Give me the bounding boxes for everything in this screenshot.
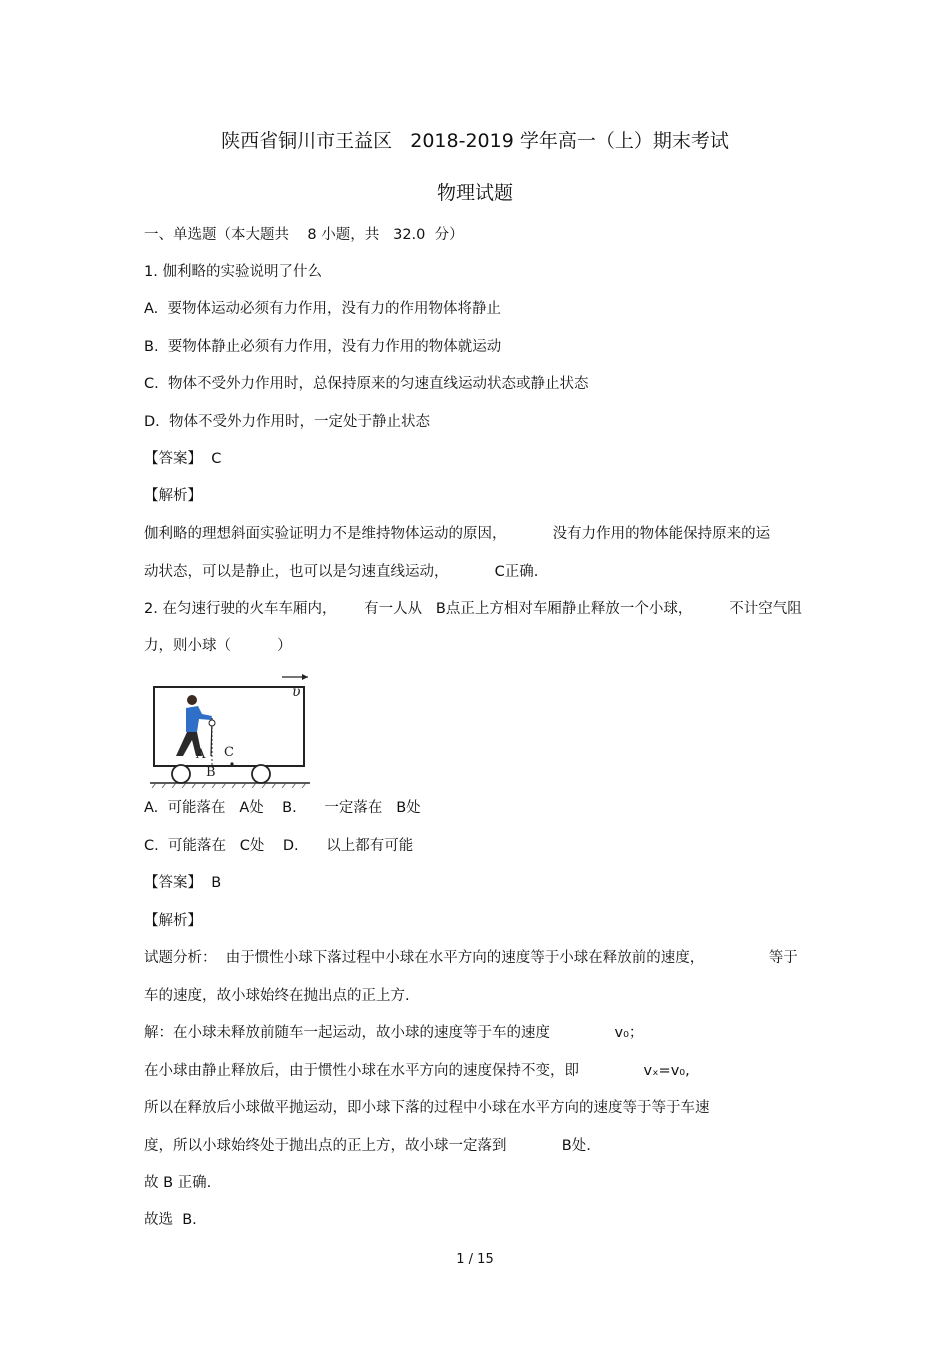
point-a-label: A [196, 747, 206, 762]
question-2-analysis-line: 所以在释放后小球做平抛运动，即小球下落的过程中小球在水平方向的速度等于等于车速 [144, 1100, 710, 1116]
question-2-analysis-line: 解：在小球未释放前随车一起运动，故小球的速度等于车的速度 v₀； [144, 1025, 644, 1041]
question-1-analysis-label: 【解析】 [144, 488, 202, 504]
question-2-analysis-line: 车的速度，故小球始终在抛出点的正上方. [144, 988, 410, 1004]
question-1-option-d: D. 物体不受外力作用时，一定处于静止状态 [144, 414, 430, 430]
question-2-options-ab: A. 可能落在 A处 B. 一定落在 B处 [144, 800, 421, 816]
point-c-label: C [224, 745, 234, 760]
question-1-option-b: B. 要物体静止必须有力作用，没有力作用的物体就运动 [144, 339, 502, 355]
question-2-analysis-line: 试题分析： 由于惯性小球下落过程中小球在水平方向的速度等于小球在释放前的速度， 等于 [144, 950, 798, 966]
question-2-analysis-line: 度，所以小球始终处于抛出点的正上方，故小球一定落到 B处. [144, 1138, 591, 1154]
question-2-stem-line: 2. 在匀速行驶的火车车厢内， 有一人从 B点正上方相对车厢静止释放一个小球， 不计空气阻 [144, 601, 802, 617]
point-b-label: B [206, 765, 216, 780]
document-title: 陕西省铜川市王益区 2018-2019 学年高一（上）期末考试 [221, 130, 729, 152]
question-2-analysis-label: 【解析】 [144, 913, 202, 929]
question-1-option-c: C. 物体不受外力作用时，总保持原来的匀速直线运动状态或静止状态 [144, 376, 589, 392]
question-2-stem-line: 力，则小球（ ） [144, 638, 292, 654]
train-car-figure [150, 670, 310, 788]
point-c-marker [230, 762, 233, 765]
question-2-options-cd: C. 可能落在 C处 D. 以上都有可能 [144, 838, 414, 854]
question-1-option-a: A. 要物体运动必须有力作用，没有力的作用物体将静止 [144, 301, 501, 317]
velocity-label: υ [292, 684, 301, 700]
question-2-analysis-line: 在小球由静止释放后，由于惯性小球在水平方向的速度保持不变，即 vₓ=v₀, [144, 1063, 690, 1079]
question-1-answer: 【答案】 C [144, 451, 222, 467]
section-heading: 一、单选题（本大题共 8 小题，共 32.0 分） [144, 227, 464, 243]
question-1-stem: 1. 伽利略的实验说明了什么 [144, 264, 322, 280]
page-number: 1 / 15 [456, 1252, 494, 1267]
document-subtitle: 物理试题 [436, 182, 513, 204]
question-2-analysis-line: 故选 B. [144, 1212, 197, 1228]
question-2-analysis-line: 故 B 正确. [144, 1175, 212, 1191]
question-1-analysis-line: 动状态，可以是静止，也可以是匀速直线运动， C正确. [144, 564, 539, 580]
question-2-answer: 【答案】 B [144, 875, 222, 891]
wheel-right [252, 765, 270, 783]
wheel-left [172, 765, 190, 783]
velocity-arrowhead [302, 674, 308, 680]
question-1-analysis-line: 伽利略的理想斜面实验证明力不是维持物体运动的原因， 没有力作用的物体能保持原来的运 [144, 526, 771, 542]
